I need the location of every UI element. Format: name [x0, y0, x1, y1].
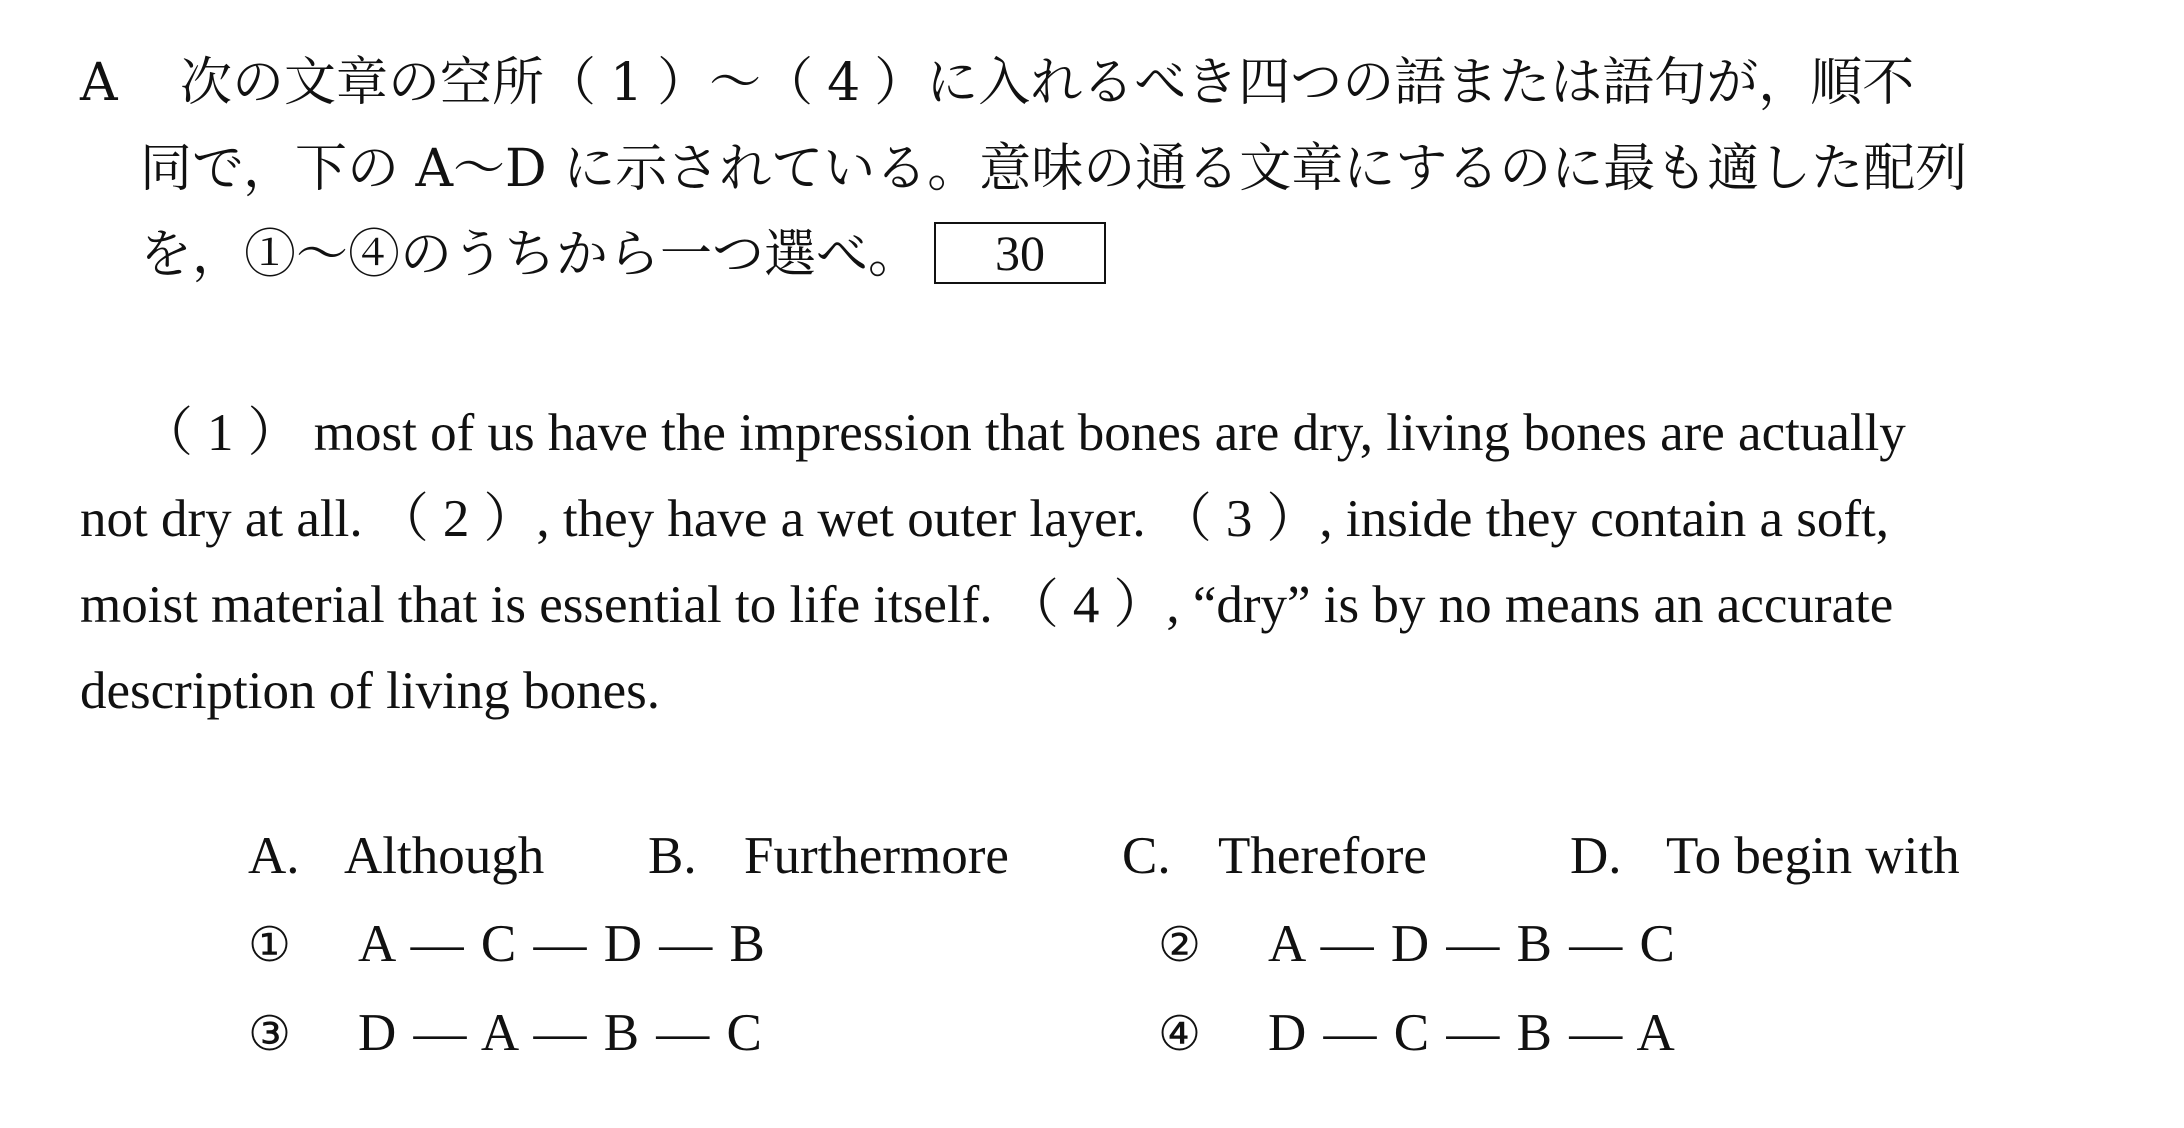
- question-instruction: [80, 40, 2140, 298]
- word-text: Therefore: [1218, 827, 1427, 885]
- blank-1-number: 1: [207, 404, 234, 462]
- passage-text: ）, “dry” is by no means an accurate: [1113, 576, 1894, 634]
- option-sequence: D — A — B — C: [358, 1004, 764, 1062]
- passage-line-3: [80, 562, 2142, 648]
- question-label: A: [80, 53, 118, 113]
- choices-block: [248, 812, 2148, 1078]
- option-3[interactable]: [248, 989, 1158, 1078]
- word-letter: A.: [248, 827, 300, 885]
- passage-line-2: [80, 476, 2142, 562]
- option-number: ④: [1158, 1006, 1202, 1062]
- passage-line-1: [80, 390, 2142, 476]
- word-item-d: [1570, 812, 2070, 900]
- word-item-a: [248, 812, 648, 900]
- blank-open-paren: （: [140, 404, 193, 462]
- word-item-c: [1122, 812, 1570, 900]
- passage-text: ）, they have a wet outer layer. （: [483, 490, 1212, 548]
- option-number: ①: [248, 917, 292, 973]
- option-4[interactable]: [1158, 989, 2068, 1078]
- word-letter: C.: [1122, 827, 1171, 885]
- option-1[interactable]: [248, 900, 1158, 989]
- word-list: [248, 812, 2148, 900]
- blank-2-number: 2: [442, 490, 470, 548]
- option-2[interactable]: [1158, 900, 2068, 989]
- option-row-2: [248, 989, 2148, 1078]
- blank-3-number: 3: [1225, 490, 1253, 548]
- option-sequence: D — C — B — A: [1268, 1004, 1677, 1062]
- instruction-text-prefix: 次の文章の空所（: [180, 53, 597, 113]
- blank-close-paren: ）: [247, 404, 301, 462]
- option-number: ②: [1158, 917, 1202, 973]
- blank-4-number: 4: [1072, 576, 1100, 634]
- passage-text: moist material that is essential to life itself. （: [80, 576, 1059, 634]
- instruction-line-2: 同で，下の A～D に示されている。意味の通る文章にするのに最も適した配列: [140, 139, 1968, 199]
- word-text: Furthermore: [744, 827, 1009, 885]
- instruction-line-1: [80, 40, 2140, 126]
- blank-first-number: 1: [610, 53, 644, 113]
- option-number: ③: [248, 1006, 292, 1062]
- passage-line-1-content: [140, 390, 1906, 476]
- passage-text: not dry at all. （: [80, 490, 429, 548]
- blank-last-number: 4: [827, 53, 861, 113]
- word-item-b: [648, 812, 1122, 900]
- instruction-text-line3: を，①～④のうちから一つ選べ。: [140, 225, 921, 285]
- answer-number-box: 30: [934, 222, 1106, 284]
- word-text: Although: [344, 827, 545, 885]
- word-letter: D.: [1570, 827, 1622, 885]
- passage-line-2-content: [80, 476, 1889, 562]
- word-letter: B.: [648, 827, 697, 885]
- option-row-1: [248, 900, 2148, 989]
- instruction-line-3: [80, 212, 2140, 298]
- word-text: To begin with: [1666, 827, 1960, 885]
- instruction-text-mid: ）～（: [657, 53, 814, 113]
- english-passage: [80, 390, 2142, 734]
- option-sequence: A — C — D — B: [358, 915, 767, 973]
- option-sequence: A — D — B — C: [1268, 915, 1677, 973]
- passage-line-4: description of living bones.: [80, 662, 660, 720]
- passage-line-3-content: [80, 562, 1893, 648]
- instruction-text-suffix: ）に入れるべき四つの語または語句が，順不: [874, 53, 1915, 113]
- passage-text: most of us have the impression that bones are dry, living bones are actually: [313, 404, 1906, 462]
- passage-text: ）, inside they contain a soft,: [1266, 490, 1889, 548]
